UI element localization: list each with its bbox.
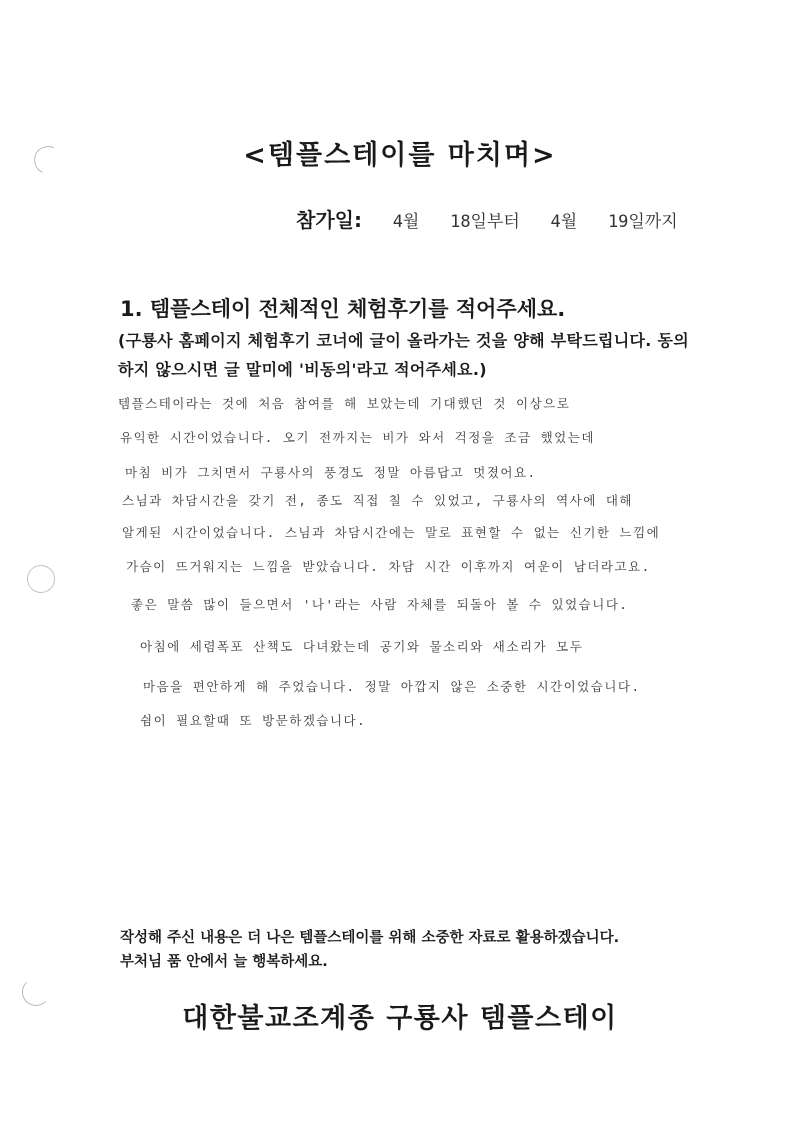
review-line: 좋은 말씀 많이 들으면서 '나'라는 사람 자체를 되돌아 볼 수 있었습니다. (131, 597, 629, 612)
review-line: 마침 비가 그치면서 구룡사의 풍경도 정말 아름답고 멋졌어요. (125, 465, 537, 480)
closing-line-2: 부처님 품 안에서 늘 행복하세요. (120, 954, 328, 970)
review-line: 쉼이 필요할때 또 방문하겠습니다. (140, 713, 367, 728)
form-title: <템플스테이를 마치며> (243, 140, 557, 171)
review-line: 알게된 시간이었습니다. 스님과 차담시간에는 말로 표현할 수 없는 신기한 느낌에 (122, 525, 661, 540)
participation-dates (296, 204, 678, 233)
temple-name: 대한불교조계종 구룡사 템플스테이 (182, 1003, 618, 1034)
end-day: 19일까지 (607, 212, 678, 232)
review-line: 유익한 시간이었습니다. 오기 전까지는 비가 와서 걱정을 조금 했었는데 (120, 430, 595, 445)
review-line: 템플스테이라는 것에 처음 참여를 해 보았는데 기대했던 것 이상으로 (118, 396, 571, 411)
review-line: 가슴이 뜨거워지는 느낌을 받았습니다. 차담 시간 이후까지 여운이 남더라고요. (126, 559, 651, 574)
punch-hole-middle (23, 561, 59, 597)
question-note: (구룡사 홈페이지 체험후기 코너에 글이 올라가는 것을 양해 부탁드립니다. 동의하지 않으시면 글 말미에 '비동의'라고 적어주세요.) (118, 331, 690, 379)
start-month: 4월 (392, 212, 420, 232)
start-day: 18일부터 (450, 212, 520, 232)
review-line: 마음을 편안하게 해 주었습니다. 정말 아깝지 않은 소중한 시간이었습니다. (143, 679, 641, 694)
closing-line-1: 작성해 주신 내용은 더 나은 템플스테이를 위해 소중한 자료로 활용하겠습니다. (120, 930, 620, 946)
participation-label: 참가일: (296, 208, 362, 232)
review-line: 아침에 세렴폭포 산책도 다녀왔는데 공기와 물소리와 새소리가 모두 (140, 639, 584, 654)
question-heading: 1. 템플스테이 전체적인 체험후기를 적어주세요. (120, 297, 566, 321)
end-month: 4월 (550, 212, 578, 232)
review-line: 스님과 차담시간을 갖기 전, 종도 직접 칠 수 있었고, 구룡사의 역사에 대해 (122, 493, 634, 508)
